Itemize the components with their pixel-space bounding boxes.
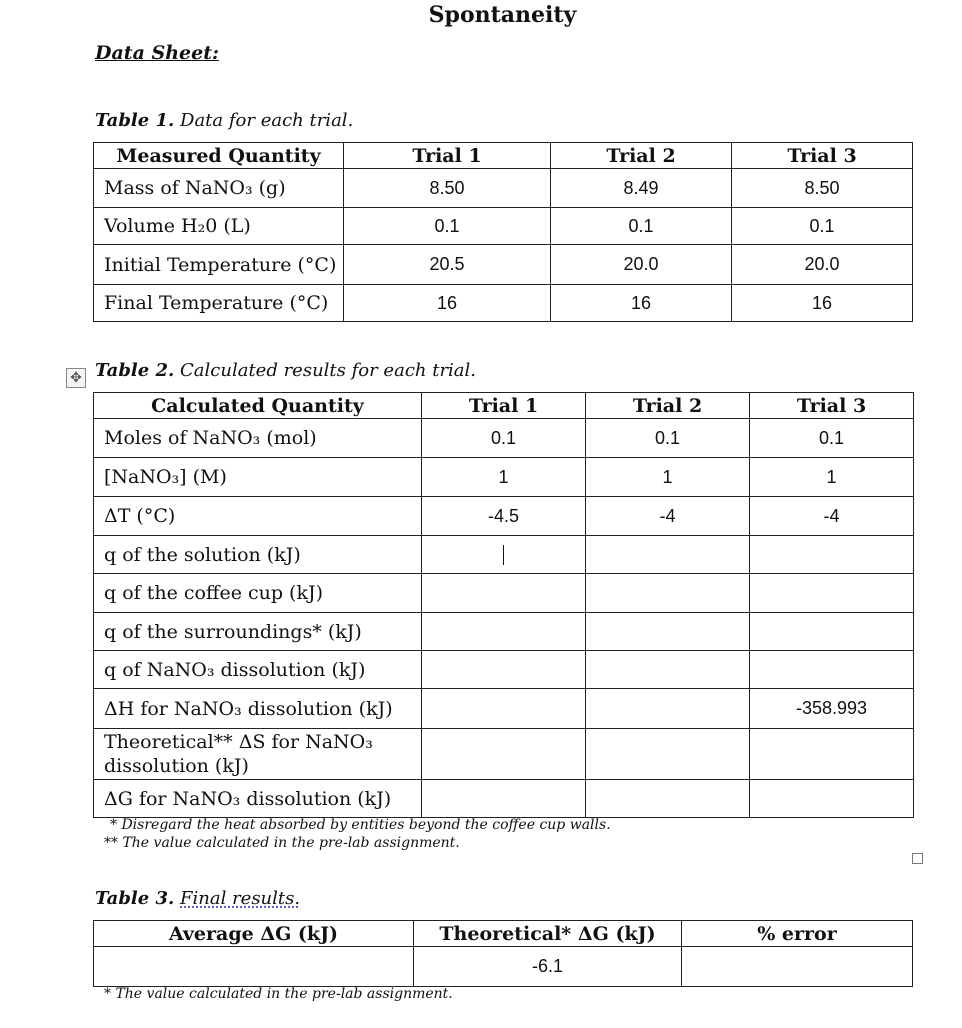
table2-footnote-2: ** The value calculated in the pre-lab assignment.	[104, 835, 460, 851]
cell[interactable]	[586, 689, 750, 729]
cell[interactable]	[750, 536, 914, 574]
table-row	[94, 208, 913, 245]
cell[interactable]	[750, 651, 914, 689]
table2	[93, 392, 914, 818]
cell[interactable]: 0.1	[422, 419, 586, 458]
cell[interactable]: 0.1	[732, 208, 913, 245]
table1-header-quantity: Measured Quantity	[94, 143, 344, 169]
table3-header-row	[94, 921, 913, 947]
table3-header-theoretical: Theoretical* ΔG (kJ)	[414, 921, 682, 947]
cell[interactable]: 0.1	[344, 208, 551, 245]
cell[interactable]	[750, 729, 914, 780]
table-resize-handle-icon[interactable]	[912, 853, 923, 864]
cell[interactable]: -4	[750, 497, 914, 536]
cell[interactable]: 1	[422, 458, 586, 497]
row-label: q of the coffee cup (kJ)	[94, 574, 422, 613]
table-row	[94, 947, 913, 987]
cell[interactable]: -4	[586, 497, 750, 536]
row-label: ΔT (°C)	[94, 497, 422, 536]
table2-header-trial2: Trial 2	[586, 393, 750, 419]
cell[interactable]: 8.50	[344, 169, 551, 208]
cell[interactable]	[422, 574, 586, 613]
table2-header-trial1: Trial 1	[422, 393, 586, 419]
table1-caption-text: Data for each trial.	[180, 110, 354, 131]
cell[interactable]	[750, 574, 914, 613]
cell[interactable]	[586, 574, 750, 613]
table-row	[94, 613, 914, 651]
table3-header-average: Average ΔG (kJ)	[94, 921, 414, 947]
table2-footnote-1: * Disregard the heat absorbed by entities beyond the coffee cup walls.	[110, 817, 611, 833]
table-move-handle-icon[interactable]: ✥	[66, 368, 86, 388]
cell[interactable]	[682, 947, 913, 987]
row-label: Final Temperature (°C)	[94, 285, 344, 322]
cell[interactable]	[94, 947, 414, 987]
cell[interactable]	[586, 729, 750, 780]
data-sheet-label: Data Sheet:	[95, 42, 219, 64]
cell[interactable]: 16	[551, 285, 732, 322]
table2-header-quantity: Calculated Quantity	[94, 393, 422, 419]
table2-caption	[95, 360, 476, 381]
table2-caption-text: Calculated results for each trial.	[180, 360, 477, 381]
table3-caption-number: Table 3.	[95, 888, 175, 909]
table-row	[94, 169, 913, 208]
row-label: q of NaNO₃ dissolution (kJ)	[94, 651, 422, 689]
cell[interactable]: -4.5	[422, 497, 586, 536]
table3-caption	[95, 888, 300, 909]
row-label: [NaNO₃] (M)	[94, 458, 422, 497]
cell[interactable]: 20.0	[551, 245, 732, 285]
cell[interactable]	[422, 729, 586, 780]
table-row	[94, 497, 914, 536]
table-row	[94, 729, 914, 780]
row-label: Mass of NaNO₃ (g)	[94, 169, 344, 208]
page-title: Spontaneity	[428, 2, 577, 28]
row-label: q of the solution (kJ)	[94, 536, 422, 574]
table-row	[94, 689, 914, 729]
table-row	[94, 419, 914, 458]
table-row	[94, 536, 914, 574]
cell[interactable]: 0.1	[551, 208, 732, 245]
table-row	[94, 285, 913, 322]
cell[interactable]: -358.993	[750, 689, 914, 729]
table3-caption-text: Final results.	[180, 888, 301, 909]
table3-footnote: * The value calculated in the pre-lab assignment.	[104, 986, 453, 1002]
cell[interactable]: 20.0	[732, 245, 913, 285]
cell[interactable]: 0.1	[586, 419, 750, 458]
table-row	[94, 780, 914, 818]
table1-header-trial2: Trial 2	[551, 143, 732, 169]
cell[interactable]: 16	[732, 285, 913, 322]
cell[interactable]: 16	[344, 285, 551, 322]
cell[interactable]: 20.5	[344, 245, 551, 285]
table1	[93, 142, 913, 322]
table1-header-trial1: Trial 1	[344, 143, 551, 169]
cell[interactable]	[422, 613, 586, 651]
table2-header-trial3: Trial 3	[750, 393, 914, 419]
table2-caption-number: Table 2.	[95, 360, 175, 381]
cell[interactable]	[422, 780, 586, 818]
cell[interactable]	[422, 651, 586, 689]
cell-active[interactable]	[422, 536, 586, 574]
table3-header-error: % error	[682, 921, 913, 947]
table-row	[94, 245, 913, 285]
cell[interactable]: -6.1	[414, 947, 682, 987]
cell[interactable]	[422, 689, 586, 729]
row-label-line1: Theoretical** ΔS for NaNO₃	[104, 731, 373, 753]
row-label: Volume H₂0 (L)	[94, 208, 344, 245]
row-label: ΔH for NaNO₃ dissolution (kJ)	[94, 689, 422, 729]
table-row	[94, 458, 914, 497]
table1-header-row	[94, 143, 913, 169]
row-label: Moles of NaNO₃ (mol)	[94, 419, 422, 458]
cell[interactable]: 0.1	[750, 419, 914, 458]
table3	[93, 920, 913, 987]
table2-header-row	[94, 393, 914, 419]
table-row	[94, 574, 914, 613]
table1-caption	[95, 110, 353, 131]
row-label-line2: dissolution (kJ)	[104, 755, 249, 777]
row-label: ΔG for NaNO₃ dissolution (kJ)	[94, 780, 422, 818]
cell[interactable]	[750, 613, 914, 651]
cell[interactable]: 1	[586, 458, 750, 497]
cell[interactable]	[586, 651, 750, 689]
table1-caption-number: Table 1.	[95, 110, 175, 131]
row-label: q of the surroundings* (kJ)	[94, 613, 422, 651]
cell[interactable]	[586, 536, 750, 574]
cell[interactable]	[586, 780, 750, 818]
row-label: Initial Temperature (°C)	[94, 245, 344, 285]
cell[interactable]	[750, 780, 914, 818]
cell[interactable]	[586, 613, 750, 651]
cell[interactable]: 8.50	[732, 169, 913, 208]
text-cursor	[503, 545, 505, 565]
cell[interactable]: 1	[750, 458, 914, 497]
row-label	[94, 729, 422, 780]
cell[interactable]: 8.49	[551, 169, 732, 208]
table1-header-trial3: Trial 3	[732, 143, 913, 169]
table-row	[94, 651, 914, 689]
